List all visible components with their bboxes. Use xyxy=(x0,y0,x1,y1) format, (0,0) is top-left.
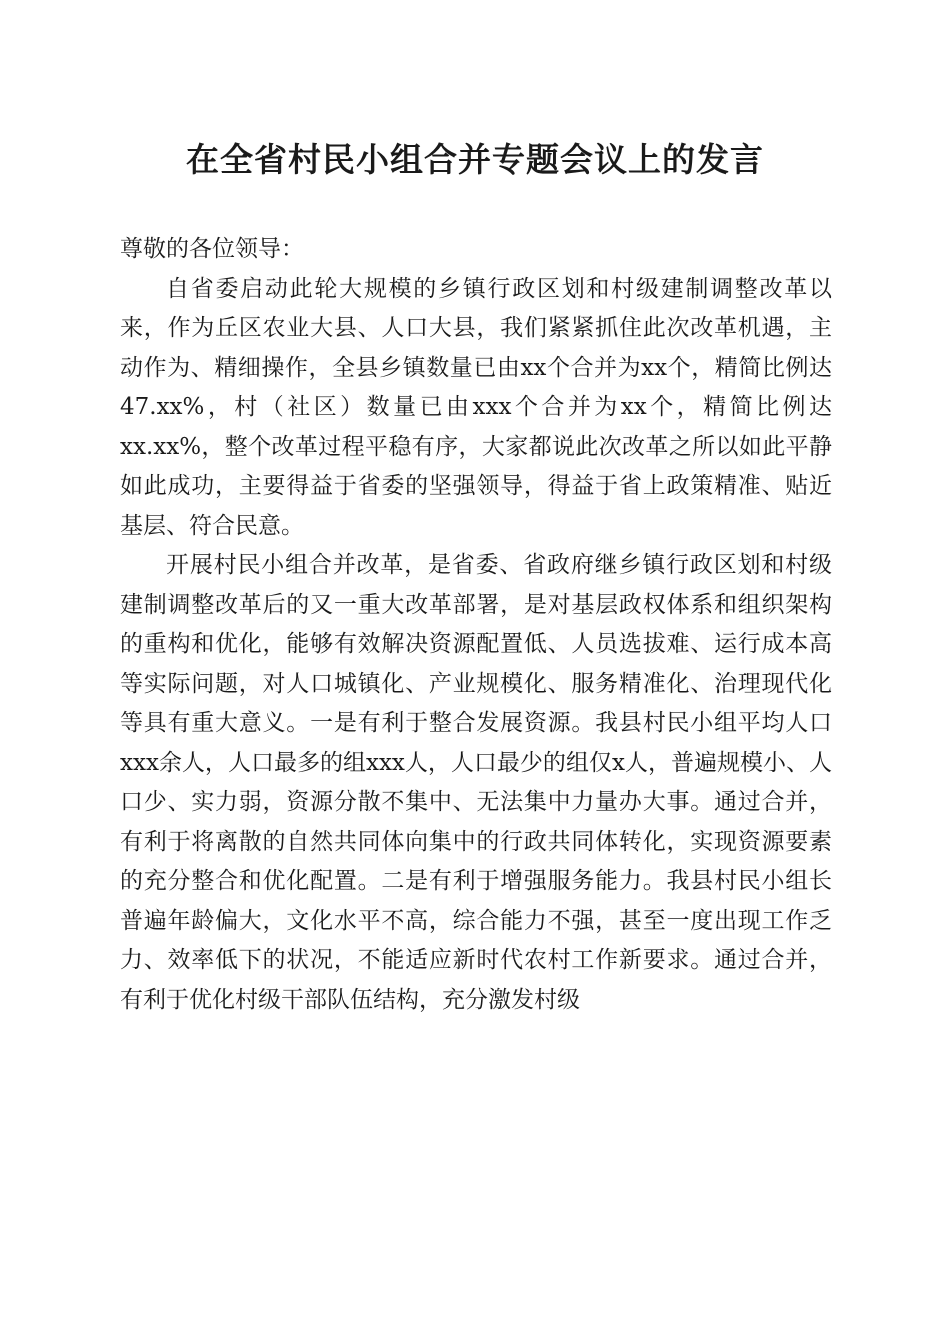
salutation: 尊敬的各位领导： xyxy=(120,236,304,262)
paragraph-2: 开展村民小组合并改革，是省委、省政府继乡镇行政区划和村级建制调整改革后的又一重大改革部署，是对基层政权体系和组织架构的重构和优化，能够有效解决资源配置低、人员选拔难、运行成本高等实际问题，对人口城镇化、产业规模化、服务精准化、治理现代化等具有重大意义。一是有利于整合发展资源。我县村民小组平均人口xxx余人，人口最多的组xxx人，人口最少的组仅x人，普遍规模小、人口少、实力弱，资源分散不集中、无法集中力量办大事。通过合并，有利于将离散的自然共同体向集中的行政共同体转化，实现资源要素的充分整合和优化配置。二是有利于增强服务能力。我县村民小组长普遍年龄偏大，文化水平不高，综合能力不强，甚至一度出现工作乏力、效率低下的状况，不能适应新时代农村工作新要求。通过合并，有利于优化村级干部队伍结构，充分激发村级 xyxy=(120,552,832,1013)
paragraph-1: 自省委启动此轮大规模的乡镇行政区划和村级建制调整改革以来，作为丘区农业大县、人口大县，我们紧紧抓住此次改革机遇，主动作为、精细操作，全县乡镇数量已由xx个合并为xx个，精简比例达47.xx%，村（社区）数量已由xxx个合并为xx个，精简比例达xx.xx%，整个改革过程平稳有序，大家都说此次改革之所以如此平静如此成功，主要得益于省委的坚强领导，得益于省上政策精准、贴近基层、符合民意。 xyxy=(120,275,832,539)
document-title: 在全省村民小组合并专题会议上的发言 xyxy=(186,140,764,179)
document-body xyxy=(120,230,832,1020)
